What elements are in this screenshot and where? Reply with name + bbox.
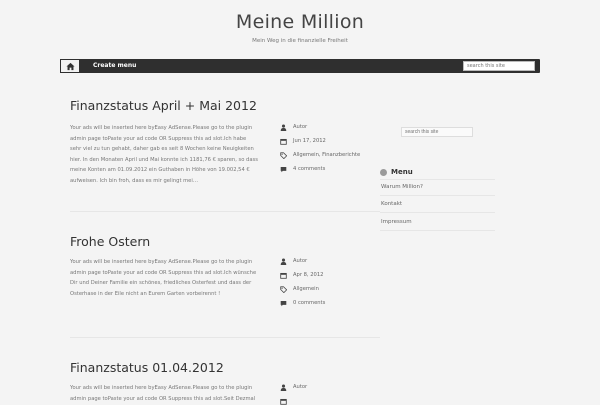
meta-comments xyxy=(280,299,325,307)
calendar-icon xyxy=(280,272,287,279)
meta-date xyxy=(280,397,293,405)
user-icon xyxy=(280,124,287,131)
sidebar-item-warum-million[interactable]: Warum Million? xyxy=(381,184,423,190)
post-divider xyxy=(70,337,380,338)
post-2 xyxy=(70,234,380,306)
menu-divider xyxy=(380,195,495,196)
calendar-icon xyxy=(280,398,287,405)
home-icon xyxy=(66,62,75,71)
site-tagline: Mein Weg in die finanzielle Freiheit xyxy=(252,38,348,44)
excerpt-line: Osterhase in der Eile nicht an Eurem Garten vorbeirennt ! xyxy=(70,290,221,297)
excerpt-line: sehr viel zu tun gehabt, daher gab es seit 8 Wochen keine Neuigkeiten xyxy=(70,146,254,153)
meta-date-text: Apr 8, 2012 xyxy=(293,272,324,278)
meta-author xyxy=(280,123,307,131)
tag-icon xyxy=(280,152,287,159)
meta-author-link[interactable]: Autor xyxy=(293,258,308,264)
post-title[interactable]: Frohe Ostern xyxy=(70,234,151,249)
nav-search-input[interactable] xyxy=(463,61,535,71)
excerpt-line: admin page toPaste your ad code OR Suppress this ad slot.Ich habe xyxy=(70,135,247,142)
site-title[interactable]: Meine Million xyxy=(235,11,365,33)
post-title[interactable]: Finanzstatus April + Mai 2012 xyxy=(70,98,257,113)
calendar-icon xyxy=(280,138,287,145)
excerpt-line: Your ads will be inserted here byEasy AdSense.Please go to the plugin xyxy=(70,125,253,131)
sidebar-item-kontakt[interactable]: Kontakt xyxy=(381,201,403,207)
menu-divider xyxy=(380,179,495,180)
sidebar-item-impressum[interactable]: Impressum xyxy=(381,219,412,225)
post-excerpt xyxy=(70,123,270,187)
excerpt-line: Dir und Deiner Familie ein schönes, friedliches Osterfest und dass der xyxy=(70,280,252,287)
post-divider xyxy=(70,211,380,212)
meta-comments-link[interactable]: 0 comments xyxy=(293,300,326,306)
meta-date-text: Jun 17, 2012 xyxy=(293,138,326,144)
excerpt-line: aufweisen. Ich bin froh, dass es mir gelingt mei… xyxy=(70,177,199,184)
excerpt-line: meine Konten am 01.09.2012 ein Guthaben in Höhe von 19.002,54 € xyxy=(70,167,250,174)
main-navbar xyxy=(60,59,540,73)
meta-comments-link[interactable]: 4 comments xyxy=(293,166,326,172)
meta-categories-links[interactable]: Allgemein, Finanzberichte xyxy=(293,152,361,158)
user-icon xyxy=(280,384,287,391)
post-title[interactable]: Finanzstatus 01.04.2012 xyxy=(70,360,224,375)
post-3 xyxy=(70,360,380,402)
excerpt-line: admin page toPaste your ad code OR Suppress this ad slot.Seit Dezmal xyxy=(70,395,256,402)
sidebar-menu-title: Menu xyxy=(391,168,413,176)
sidebar-menu-header xyxy=(380,168,413,176)
meta-date xyxy=(280,271,323,279)
post-1 xyxy=(70,98,380,184)
excerpt-line: hier. In den Monaten April und Mai konnte ich 1181,76 € sparen, so dass xyxy=(70,156,258,163)
excerpt-line: admin page toPaste your ad code OR Suppress this ad slot.Ich wünsche xyxy=(70,269,257,276)
meta-author xyxy=(280,383,307,391)
nav-create-menu[interactable]: Create menu xyxy=(93,62,137,69)
meta-author-link[interactable]: Autor xyxy=(293,384,308,390)
menu-divider xyxy=(380,230,495,231)
comment-icon xyxy=(280,300,287,307)
meta-categories xyxy=(280,151,360,159)
user-icon xyxy=(280,258,287,265)
meta-author xyxy=(280,257,307,265)
meta-comments xyxy=(280,165,325,173)
bullet-icon xyxy=(380,169,387,176)
comment-icon xyxy=(280,166,287,173)
home-button[interactable] xyxy=(60,59,80,73)
tag-icon xyxy=(280,286,287,293)
post-excerpt xyxy=(70,257,270,299)
meta-date xyxy=(280,137,326,145)
excerpt-line: Your ads will be inserted here byEasy AdSense.Please go to the plugin xyxy=(70,259,253,265)
sidebar-search-input[interactable] xyxy=(401,127,473,137)
post-excerpt xyxy=(70,383,270,404)
meta-categories-links[interactable]: Allgemein xyxy=(293,286,319,292)
meta-author-link[interactable]: Autor xyxy=(293,124,308,130)
excerpt-line: Your ads will be inserted here byEasy AdSense.Please go to the plugin xyxy=(70,385,253,391)
meta-categories xyxy=(280,285,319,293)
menu-divider xyxy=(380,212,495,213)
